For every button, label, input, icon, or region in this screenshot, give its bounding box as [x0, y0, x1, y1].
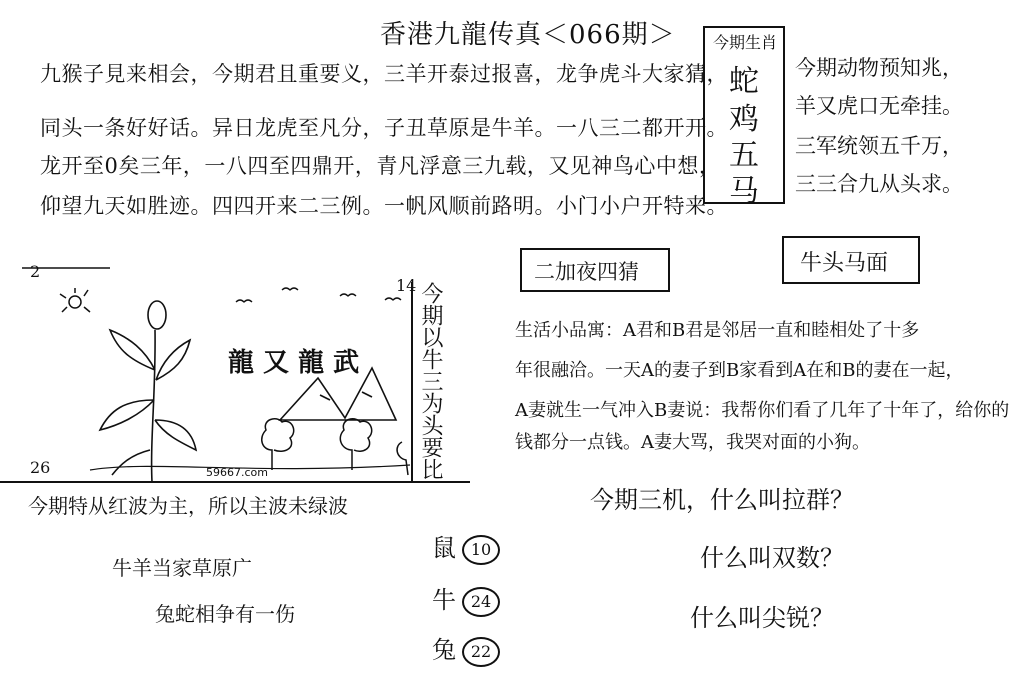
- label-box-left-text: 二加夜四猜: [534, 260, 639, 284]
- drawing-caption: 龍 又 龍 武: [228, 348, 360, 378]
- right-poem-line-4: 三三合九从头求。: [795, 172, 963, 196]
- sun-icon: [60, 288, 90, 312]
- animal-name: 牛: [432, 586, 456, 614]
- birds-icon: [236, 288, 401, 302]
- animal-number: 10: [462, 535, 500, 565]
- label-box-left: [520, 248, 670, 292]
- corner-number-top-right: 14: [396, 276, 417, 295]
- story-line-3: A妻就生一气冲入B妻说：我帮你们看了几年了十年了，给你的: [515, 400, 1010, 421]
- zodiac-box-label: 今期生肖: [713, 33, 778, 52]
- zodiac-char-4: 马: [729, 174, 759, 209]
- poem-line-1: 九猴子見来相会，今期君且重要义，三羊开泰过报喜，龙争虎斗大家猜，: [40, 62, 728, 86]
- animal-row-2: [432, 580, 500, 617]
- label-box-right-text: 牛头马面: [800, 251, 889, 276]
- poem-line-4: 仰望九天如胜迹。四四开来二三例。一帆风顺前路明。小门小户开特来。: [40, 194, 728, 218]
- zodiac-char-2: 鸡: [729, 102, 759, 137]
- zodiac-box: [703, 26, 785, 209]
- animal-row-3: [432, 630, 500, 667]
- plant-icon: [100, 301, 196, 482]
- right-poem-line-2: 羊又虎口无牵挂。: [795, 94, 963, 118]
- animal-row-1: [432, 528, 500, 565]
- corner-number-bottom-left: 26: [30, 458, 51, 477]
- animal-name: 鼠: [432, 534, 456, 562]
- story-line-1: 生活小品寓：A君和B君是邻居一直和睦相处了十多: [515, 320, 920, 341]
- question-1: 今期三机，什么叫拉群？: [590, 486, 854, 514]
- right-poem-line-1: 今期动物预知兆，: [795, 56, 963, 80]
- animal-number: 22: [462, 637, 500, 667]
- drawing-vertical-text: 今期以牛三为头要比: [418, 282, 443, 480]
- page-title: 香港九龍传真＜066期＞: [380, 20, 676, 50]
- zodiac-char-3: 五: [729, 138, 759, 173]
- bottom-poem-line-1: 牛羊当家草原广: [112, 556, 252, 580]
- bottom-poem-line-2: 兔蛇相争有一伤: [155, 602, 295, 626]
- right-poem-line-3: 三军统领五千万，: [795, 134, 963, 158]
- animal-number: 24: [462, 587, 500, 617]
- poem-line-2: 同头一条好好话。异日龙虎至凡分，子丑草原是牛羊。一八三二都开开。: [40, 116, 728, 140]
- animal-name: 兔: [432, 636, 456, 664]
- story-line-2: 年很融洽。一天A的妻子到B家看到A在和B的妻在一起，: [515, 360, 964, 381]
- label-box-right: [782, 236, 920, 284]
- watermark: 59667.com: [206, 466, 268, 479]
- poem-line-3: 龙开至0矣三年，一八四至四鼎开，青凡浮意三九载，又见神鸟心中想，: [40, 154, 721, 178]
- question-2: 什么叫双数？: [700, 544, 844, 572]
- corner-number-top-left: 2: [30, 262, 41, 281]
- zodiac-char-1: 蛇: [729, 64, 759, 99]
- wave-line: 今期特从红波为主，所以主波未绿波: [28, 494, 348, 518]
- story-line-4: 钱都分一点钱。A妻大骂，我哭对面的小狗。: [515, 432, 870, 453]
- question-3: 什么叫尖锐？: [690, 604, 834, 632]
